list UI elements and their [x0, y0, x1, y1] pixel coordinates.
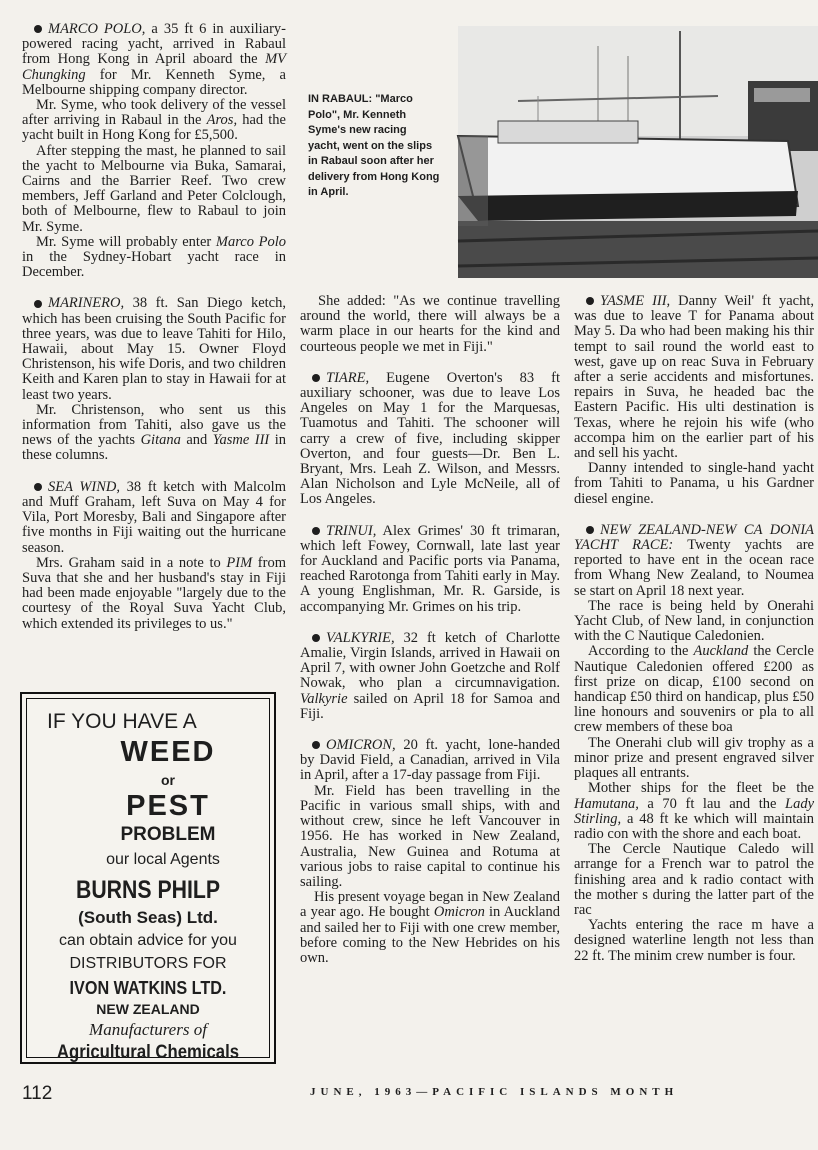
article-column-3	[574, 294, 814, 980]
bullet-icon	[312, 374, 320, 382]
item-nz-race: NEW ZEALAND-NEW CA DONIA YACHT RACE: Twenty yachts are reported to have ent in the ocean race from Whang New Zealand, to Noumea se start on April 18 next year. The race is being held by Onerahi Yacht Club, of New land, in conjunction with the C Nautique Caledonien. According to the Auckland the Cercle Nautique Caledonien offered £200 as first prize on dicap, £100 second on handicap £50 third on handicap, plus £50 line honours and souvenirs or pla to all crew members of these boa The Onerahi club will giv trophy as a minor prize and present engraved silver plaques all entrants. Mother ships for the fleet be the Hamutana, a 70 ft lau and the Lady Stirling, a 48 ft ke which will maintain radio con with the shore and each boat. The Cercle Nautique Caledo will arrange for a French war to patrol the finishing area and k radio contact with the mother s during the latter part of the rac Yachts entering the race m have a designed waterline length not less than 22 ft. The minim crew number is four.	[574, 521, 814, 964]
item-trinui: TRINUI, Alex Grimes' 30 ft trimaran, which left Fowey, Cornwall, late last year for Auckland and Pacific ports via Panama, reached Rarotonga from Tahiti early in May. A young Englishman, Mr. R. Garside, is accompanying Mr. Grimes on his trip.	[300, 522, 560, 615]
photo-caption: IN RABAUL: "Marco Polo", Mr. Kenneth Syme's new racing yacht, went on the slips in Rabaul soon after her delivery from Hong Kong in April.	[308, 93, 440, 198]
ad-line: IVON WATKINS LTD.	[69, 978, 227, 998]
ad-line: Agricultural Chemicals	[56, 1042, 240, 1063]
ad-line: PEST	[126, 790, 210, 822]
item-marco-polo: MARCO POLO, a 35 ft 6 in auxiliary-powered racing yacht, arrived in Rabaul from Hong Kong in April aboard the MV Chungking for Mr. Kenneth Syme, a Melbourne shipping company director. Mr. Syme, who took delivery of the vessel after arriving in Rabaul in the Aros, had the yacht built in Hong Kong for £5,500. After stepping the mast, he planned to sail the yacht to Melbourne via Buka, Samarai, Cairns and the Barrier Reef. Two crew members, Jeff Garland and Peter Colclough, both of Melbourne, flew to Rabaul to join Mr. Syme. Mr. Syme will probably enter Marco Polo in the Sydney-Hobart yacht race in December.	[22, 21, 287, 281]
ad-line: PROBLEM	[120, 824, 216, 845]
yacht-photo-image	[458, 26, 818, 278]
article-column-3-clip	[574, 290, 814, 1080]
item-heading: TRINUI,	[326, 522, 377, 539]
item-heading: OMICRON,	[326, 737, 396, 754]
page-footer	[22, 1083, 812, 1103]
page-number: 112	[22, 1083, 53, 1104]
item-yasme: YASME III, Danny Weil' ft yacht, was due to leave T for Panama about May 5. Da who had been making his thir tempt to sail round the world east to west, gave up on reac Suva in February after a serie accidents and misfortunes. repairs in Suva, he headed bac the Eastern Pacific. His ulti destination is Texas, where he rejoin his wife (who accompa him on the earlier part of his and sell his yacht. Danny intended to single-hand yacht from Tahiti to Panama, u his Gardner diesel engine.	[574, 293, 814, 507]
ad-line: can obtain advice for you	[59, 932, 237, 949]
ad-line: IF YOU HAVE A	[47, 710, 197, 733]
bullet-icon	[312, 741, 320, 749]
item-heading: YASME III,	[600, 293, 671, 309]
item-marinero: MARINERO, 38 ft. San Diego ketch, which has been cruising the South Pacific for three years, was due to leave Tahiti for Hilo, Hawaii, about May 15. Owner Floyd Christenson, his wife Doris, and two children Keith and Karen plan to stay in Hawaii for at least two years. Mr. Christenson, who sent us this information from Tahiti, also gave us the news of the yachts Gitana and Yasme III in these columns.	[22, 295, 287, 464]
article-column-2	[300, 294, 560, 982]
item-sea-wind: SEA WIND, 38 ft ketch with Malcolm and Muff Graham, left Suva on May 4 for Vila, Port Moresby, Bali and Singapore after five months in Fiji waiting out the hurricane season. Mrs. Graham said in a note to PIM from Suva that she and her husband's stay in Fiji had been made enjoyable "largely due to the courtesy of the Royal Suva Yacht Club, which extended its privileges to us."	[22, 478, 286, 632]
ad-line: our local Agents	[106, 851, 220, 868]
bullet-icon	[312, 527, 320, 535]
advertisement-box	[20, 692, 276, 1064]
ad-line: Manufacturers of	[89, 1020, 207, 1039]
item-heading: MARCO POLO,	[48, 21, 146, 37]
yacht-photo	[458, 26, 818, 278]
bullet-icon	[586, 297, 594, 305]
item-heading: MARINERO,	[48, 295, 125, 312]
article-column-1	[22, 22, 286, 648]
item-heading: TIARE,	[326, 369, 370, 386]
ad-line: or	[161, 772, 175, 788]
advertisement-inner	[26, 698, 270, 1063]
ad-line: (South Seas) Ltd.	[78, 908, 218, 927]
item-omicron: OMICRON, 20 ft. yacht, lone-handed by David Field, a Canadian, arrived in Vila in April, after a 17-day passage from Fiji. Mr. Field has been travelling in the Pacific in various small ships, with and without crew, since he left Vancouver in 1956. He has worked in New Zealand, Australia, New Guinea and Rotuma at various jobs to raise capital to continue his sailing. His present voyage began in New Zealand a year ago. He bought Omicron in Auckland and sailed her to Fiji with one crew member, before coming to the New Hebrides on his own.	[300, 737, 560, 966]
item-fiji-continued: She added: "As we continue travelling around the world, there will always be a warm place in our hearts for the kind and courteous people we met in Fiji."	[300, 293, 560, 355]
item-heading: VALKYRIE,	[326, 629, 395, 646]
ad-line: DISTRIBUTORS FOR	[69, 955, 227, 972]
item-heading: SEA WIND,	[48, 478, 120, 495]
bullet-icon	[34, 300, 42, 308]
item-heading: NEW ZEALAND-NEW CA DONIA YACHT RACE:	[574, 521, 814, 554]
item-valkyrie: VALKYRIE, 32 ft ketch of Charlotte Amalie, Virgin Islands, arrived in Hawaii on April 7, with owner John Goetzche and Rolf Nowak, who plan a circumnavigation. Valkyrie sailed on April 18 for Samoa and Fiji.	[300, 629, 560, 722]
bullet-icon	[586, 526, 594, 534]
bullet-icon	[34, 483, 42, 491]
ad-line: BURNS PHILP	[75, 876, 221, 904]
bullet-icon	[312, 634, 320, 642]
running-head: JUNE, 1963—PACIFIC ISLANDS MONTH	[310, 1086, 679, 1098]
item-tiare: TIARE, Eugene Overton's 83 ft auxiliary schooner, was due to leave Los Angeles on May 1 for the Marquesas, Tuamotus and Tahiti. The schooner will carry a crew of five, including skipper Overton, and four guests—Dr. Ben L. Bryant, Mrs. Leah Z. Wilson, and Messrs. Alan Nicholson and Lyle McNeile, all of Los Angeles.	[300, 369, 560, 508]
ad-line: NEW ZEALAND	[96, 1001, 200, 1017]
ad-line: WEED	[120, 736, 216, 768]
bullet-icon	[34, 25, 42, 33]
